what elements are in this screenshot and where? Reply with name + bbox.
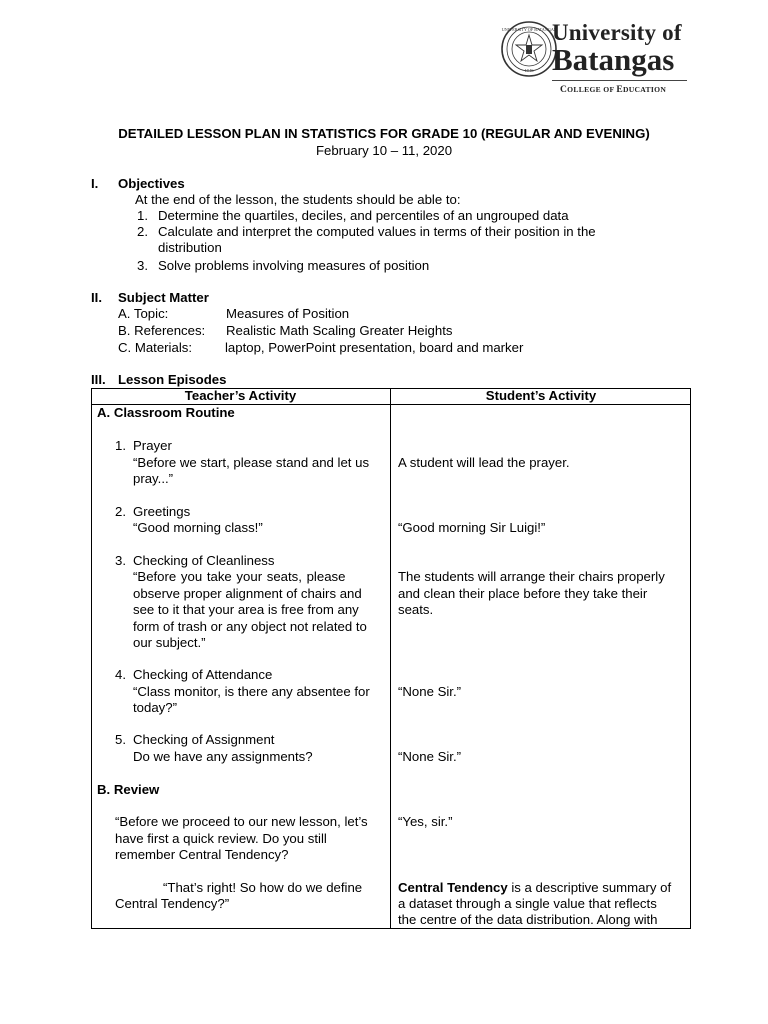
review-teacher-line: remember Central Tendency? bbox=[115, 847, 289, 862]
student-line: and clean their place before they take their bbox=[398, 586, 648, 601]
table-column-divider bbox=[390, 388, 391, 929]
objective-text: Solve problems involving measures of position bbox=[158, 258, 430, 273]
document-date: February 10 – 11, 2020 bbox=[315, 143, 453, 158]
routine-number: 1. bbox=[115, 438, 126, 453]
subject-label-topic: A. Topic: bbox=[118, 306, 169, 321]
student-line: seats. bbox=[398, 602, 434, 617]
review-student-line: “Yes, sir.” bbox=[398, 814, 453, 829]
student-line: The students will arrange their chairs properly bbox=[398, 569, 665, 584]
subject-label-materials: C. Materials: bbox=[118, 340, 193, 355]
teacher-line: Do we have any assignments? bbox=[133, 749, 313, 764]
column-header-student: Student’s Activity bbox=[485, 388, 597, 403]
routine-title: Prayer bbox=[133, 438, 172, 453]
university-seal-icon bbox=[501, 21, 557, 77]
subject-value-topic: Measures of Position bbox=[226, 306, 350, 321]
university-name-line2: Batangas bbox=[552, 42, 675, 77]
teacher-line: today?” bbox=[133, 700, 177, 715]
objective-text: Determine the quartiles, deciles, and percentiles of an ungrouped data bbox=[158, 208, 569, 223]
teacher-line: observe proper alignment of chairs and bbox=[133, 586, 362, 601]
subject-label-references: B. References: bbox=[118, 323, 206, 338]
document-title: DETAILED LESSON PLAN IN STATISTICS FOR GRADE 10 (REGULAR AND EVENING) bbox=[118, 126, 650, 141]
routine-number: 2. bbox=[115, 504, 126, 519]
routine-title: Checking of Assignment bbox=[133, 732, 275, 747]
subject-value-materials: laptop, PowerPoint presentation, board and marker bbox=[225, 340, 524, 355]
student-line: A student will lead the prayer. bbox=[398, 455, 570, 470]
objective-text-cont: distribution bbox=[158, 240, 222, 255]
routine-title: Greetings bbox=[133, 504, 191, 519]
review-teacher-line: “That’s right! So how do we define bbox=[163, 880, 363, 895]
term-central-tendency: Central Tendency bbox=[398, 880, 508, 895]
review-teacher-line: Central Tendency?” bbox=[115, 896, 230, 911]
objective-number: 1. bbox=[137, 208, 148, 223]
teacher-line: form of trash or any object not related to bbox=[133, 619, 367, 634]
header-divider bbox=[552, 80, 687, 81]
student-line: “Good morning Sir Luigi!” bbox=[398, 520, 546, 535]
review-student-line: a dataset through a single value that reflects bbox=[398, 896, 657, 911]
review-teacher-line: have first a quick review. Do you still bbox=[115, 831, 327, 846]
student-line: “None Sir.” bbox=[398, 684, 462, 699]
routine-number: 4. bbox=[115, 667, 126, 682]
section-number-objectives: I. bbox=[91, 176, 99, 191]
section-b-heading: B. Review bbox=[97, 782, 160, 797]
objective-number: 2. bbox=[137, 224, 148, 239]
review-student-line: the centre of the data distribution. Along with bbox=[398, 912, 658, 927]
teacher-line: see to it that your area is free from any bbox=[133, 602, 359, 617]
section-heading-objectives: Objectives bbox=[118, 176, 185, 191]
objective-number: 3. bbox=[137, 258, 148, 273]
section-number-lesson: III. bbox=[91, 372, 106, 387]
university-name-line1: University of bbox=[552, 20, 682, 45]
objective-text: Calculate and interpret the computed values in terms of their position in the bbox=[158, 224, 596, 239]
student-line: “None Sir.” bbox=[398, 749, 462, 764]
section-heading-subject: Subject Matter bbox=[118, 290, 209, 305]
section-a-heading: A. Classroom Routine bbox=[97, 405, 235, 420]
teacher-line: “Good morning class!” bbox=[133, 520, 263, 535]
teacher-line: “Before you take your seats, please bbox=[133, 569, 346, 584]
column-header-teacher: Teacher’s Activity bbox=[184, 388, 297, 403]
review-student-line: Central Tendency is a descriptive summary of bbox=[398, 880, 672, 895]
teacher-line: “Class monitor, is there any absentee for bbox=[133, 684, 370, 699]
routine-title: Checking of Cleanliness bbox=[133, 553, 275, 568]
section-heading-lesson: Lesson Episodes bbox=[118, 372, 227, 387]
section-number-subject: II. bbox=[91, 290, 102, 305]
review-teacher-line: “Before we proceed to our new lesson, let’s bbox=[115, 814, 368, 829]
college-name: COLLEGE OF EDUCATION bbox=[560, 85, 667, 95]
svg-text:1946: 1946 bbox=[524, 68, 534, 73]
teacher-line: our subject.” bbox=[133, 635, 206, 650]
teacher-line: pray...” bbox=[133, 471, 174, 486]
objectives-intro: At the end of the lesson, the students should be able to: bbox=[135, 192, 461, 207]
svg-text:UNIVERSITY OF BATANGAS: UNIVERSITY OF BATANGAS bbox=[501, 27, 557, 32]
subject-value-references: Realistic Math Scaling Greater Heights bbox=[226, 323, 453, 338]
routine-number: 5. bbox=[115, 732, 126, 747]
routine-number: 3. bbox=[115, 553, 126, 568]
routine-title: Checking of Attendance bbox=[133, 667, 273, 682]
teacher-line: “Before we start, please stand and let us bbox=[133, 455, 370, 470]
